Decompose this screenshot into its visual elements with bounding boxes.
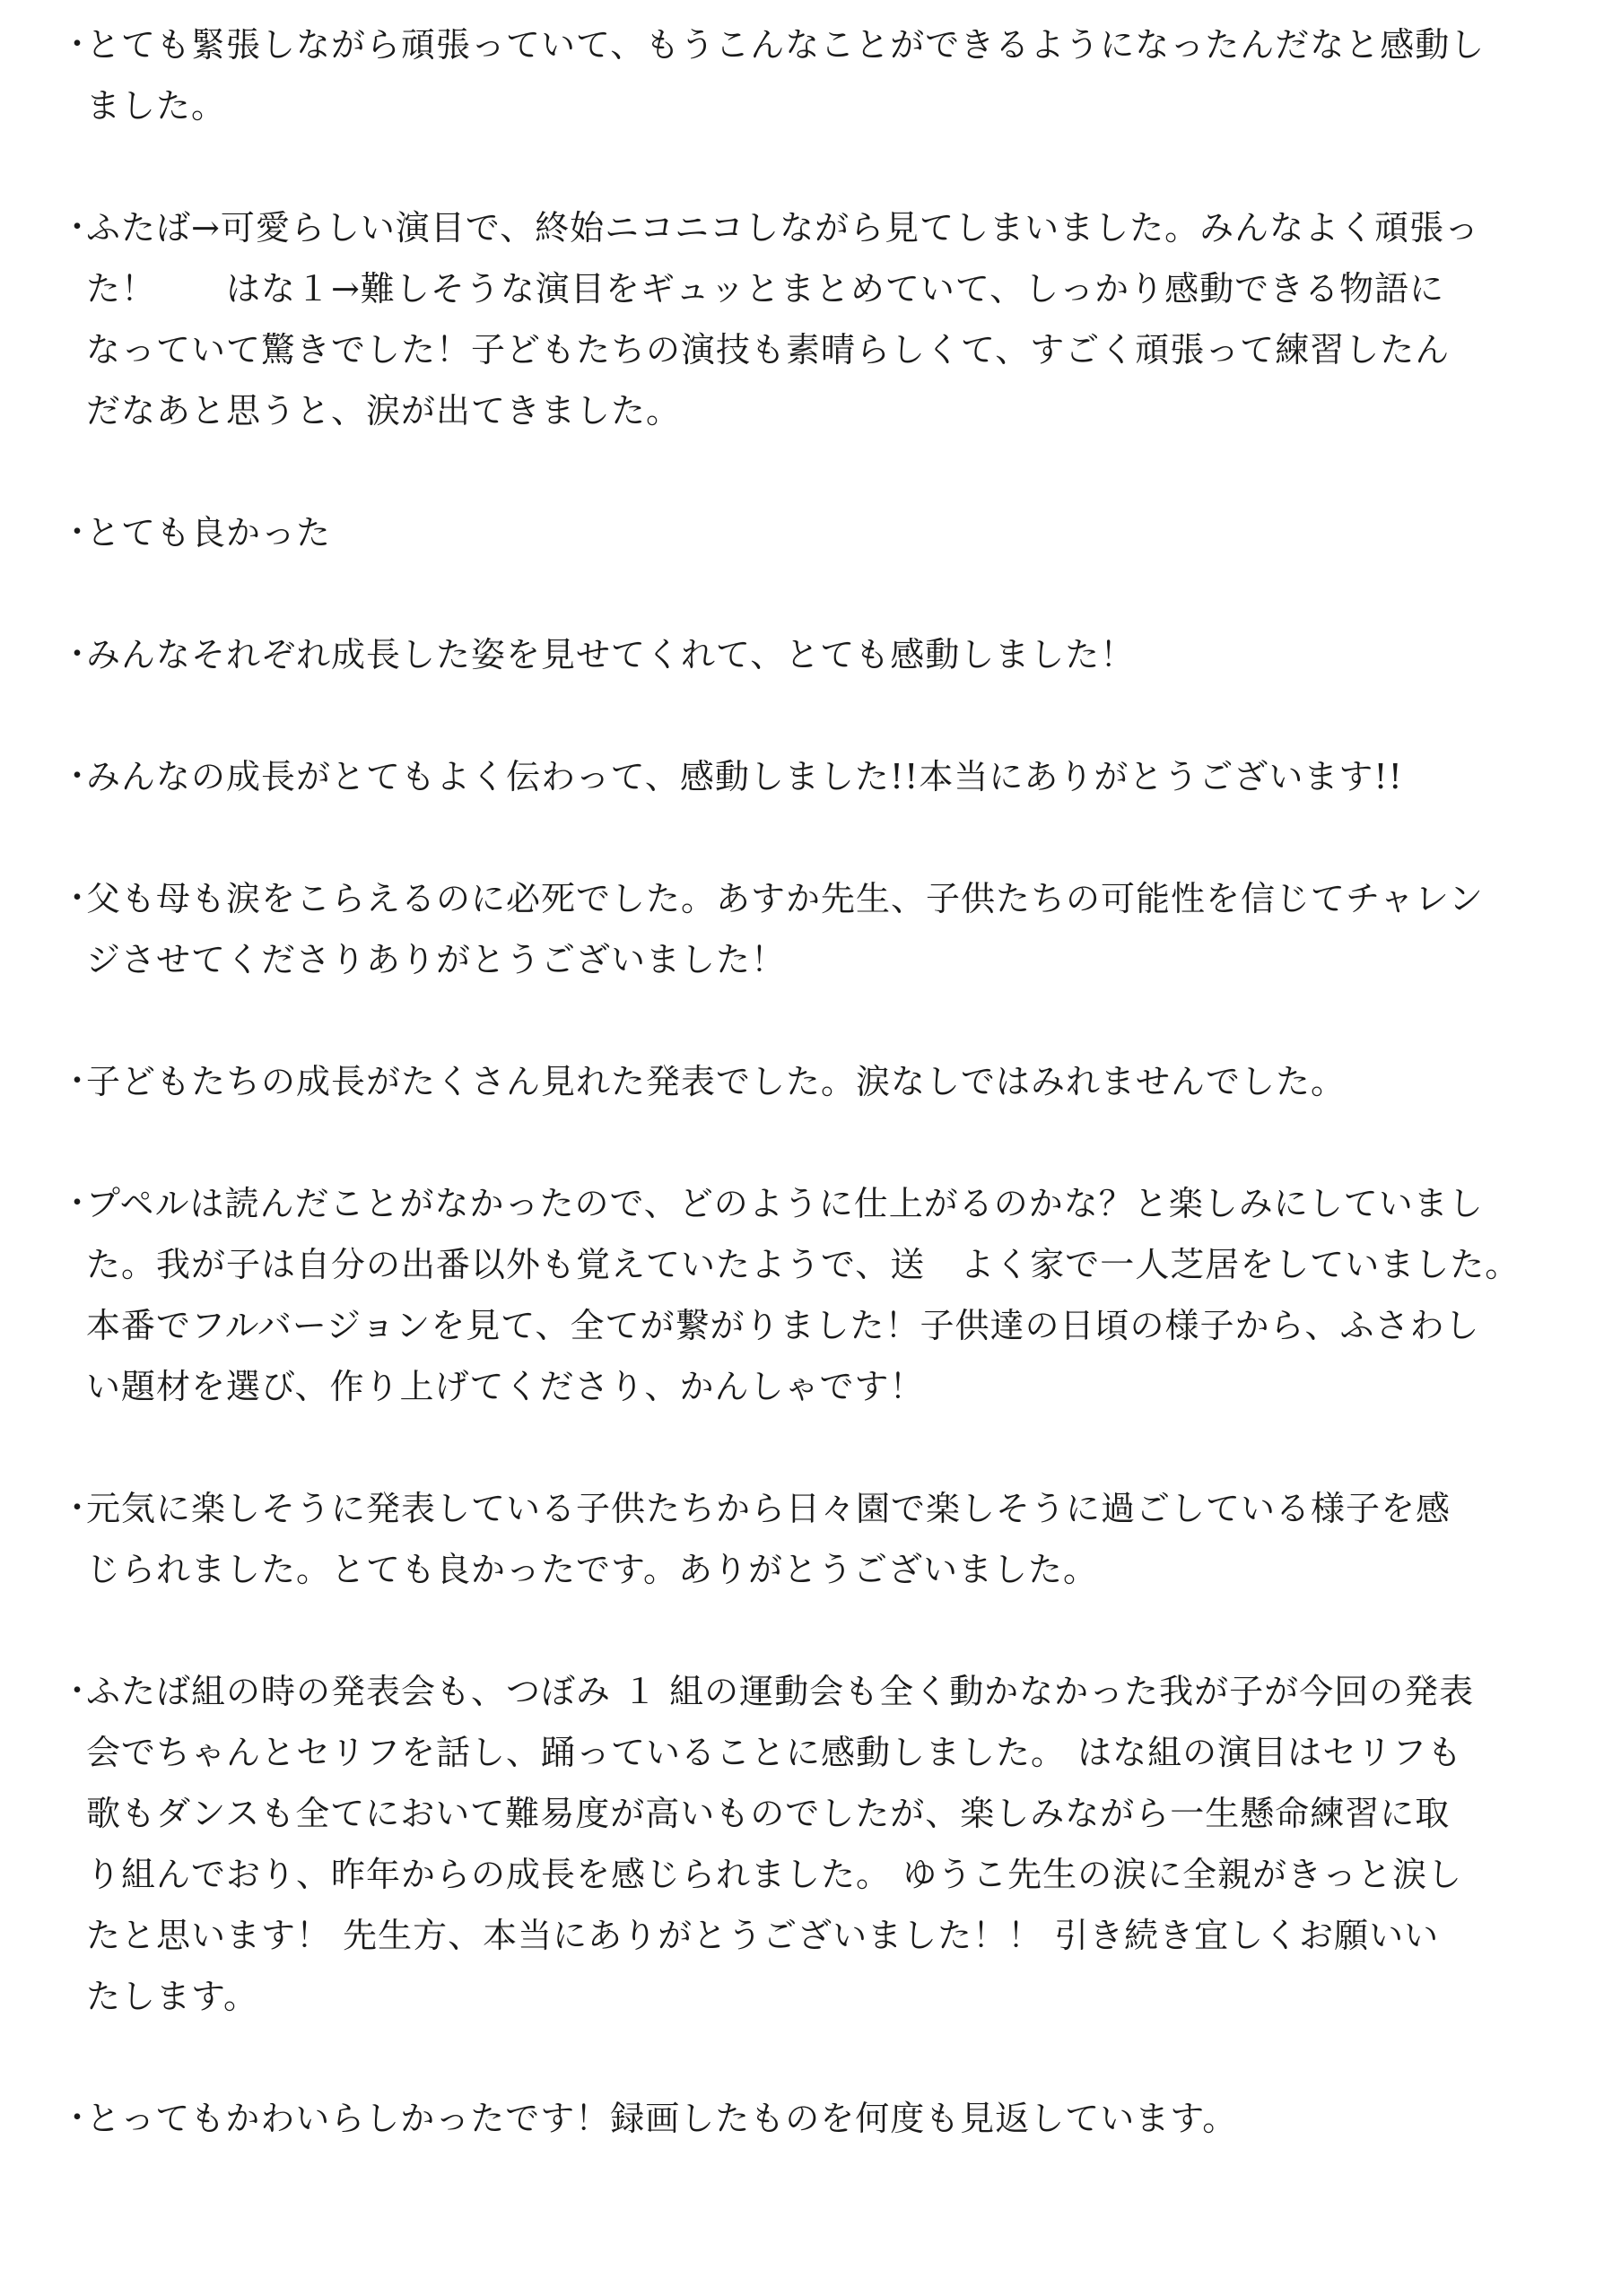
comment-line: 会でちゃんとセリフを話し、踊っていることに感動しました。 はな組の演目はセリフも [86, 1733, 1463, 1772]
comment-item [61, 502, 1577, 563]
comment-line: 本番でフルバージョンを見て、全てが繋がりました！子供達の日頃の様子から、ふさわし [86, 1306, 1480, 1345]
bullet-mark: ・ [61, 26, 94, 63]
comment-line: とても良かった [86, 513, 332, 552]
comment-list [61, 14, 1577, 2210]
comment-item [61, 197, 1577, 441]
comment-line: 歌もダンスも全てにおいて難易度が高いものでしたが、楽しみながら一生懸命練習に取 [86, 1794, 1451, 1833]
comment-line: 子どもたちの成長がたくさん見れた発表でした。涙なしではみれませんでした。 [86, 1062, 1347, 1101]
bullet-mark: ・ [61, 636, 94, 673]
comment-line: とても緊張しながら頑張っていて、もうこんなことができるようになったんだなと感動し [86, 25, 1486, 65]
comment-line: 元気に楽しそうに発表している子供たちから日々園で楽しそうに過ごしている様子を感 [86, 1489, 1451, 1528]
comment-line: なっていて驚きでした！子どもたちの演技も素晴らしくて、すごく頑張って練習したん [86, 330, 1451, 370]
bullet-mark: ・ [61, 2100, 94, 2136]
comment-line: ふたば→可愛らしい演目で、終始ニコニコしながら見てしまいました。みんなよく頑張っ [86, 208, 1480, 248]
comment-line: みんなそれぞれ成長した姿を見せてくれて、とても感動しました！ [86, 635, 1136, 674]
bullet-mark: ・ [61, 1490, 94, 1526]
comment-line: たと思います！ 先生方、本当にありがとうございました！！ 引き続き宜しくお願いい [86, 1916, 1440, 1955]
comment-line: た！ はな１→難しそうな演目をギュッとまとめていて、しっかり感動できる物語に [86, 269, 1445, 309]
comment-line: プペルは読んだことがなかったので、どのように仕上がるのかな？と楽しみにしていまし [86, 1184, 1484, 1223]
bullet-mark: ・ [61, 1185, 94, 1222]
comment-line: 父も母も涙をこらえるのに必死でした。あすか先生、子供たちの可能性を信じてチャレン [86, 879, 1484, 918]
comment-line: た。我が子は自分の出番以外も覚えていたようで、送 よく家で一人芝居をしていました。 [86, 1245, 1521, 1284]
comment-item [61, 1478, 1577, 1600]
comment-line: だなあと思うと、涙が出てきました。 [86, 391, 682, 430]
bullet-mark: ・ [61, 209, 94, 246]
bullet-mark: ・ [61, 880, 94, 917]
bullet-mark: ・ [61, 1673, 94, 1709]
comment-line: り組んでおり、昨年からの成長を感じられました。 ゆうこ先生の涙に全親がきっと涙し [86, 1855, 1463, 1894]
comment-item [61, 14, 1577, 136]
comment-line: ました。 [86, 86, 227, 126]
comment-item [61, 624, 1577, 685]
comment-item [61, 868, 1577, 990]
bullet-mark: ・ [61, 514, 94, 551]
comment-line: ジさせてくださりありがとうございました！ [86, 940, 787, 979]
comment-line: とってもかわいらしかったです！録画したものを何度も見返しています。 [86, 2099, 1238, 2138]
comment-line: ふたば組の時の発表会も、つぼみ １ 組の運動会も全く動かなかった我が子が今回の発表 [86, 1672, 1475, 1711]
comment-item [61, 2088, 1577, 2149]
comment-item [61, 1173, 1577, 1417]
bullet-mark: ・ [61, 1063, 94, 1100]
bullet-mark: ・ [61, 758, 94, 795]
comment-line: い題材を選び、作り上げてくださり、かんしゃです！ [86, 1367, 925, 1406]
comment-item [61, 1661, 1577, 2027]
comment-item [61, 1051, 1577, 1112]
comment-line: みんなの成長がとてもよく伝わって、感動しました!!本当にありがとうございます!! [86, 757, 1403, 796]
comment-line: じられました。とても良かったです。ありがとうございました。 [86, 1550, 1098, 1589]
comment-line: たします。 [86, 1977, 258, 2016]
comment-item [61, 746, 1577, 807]
